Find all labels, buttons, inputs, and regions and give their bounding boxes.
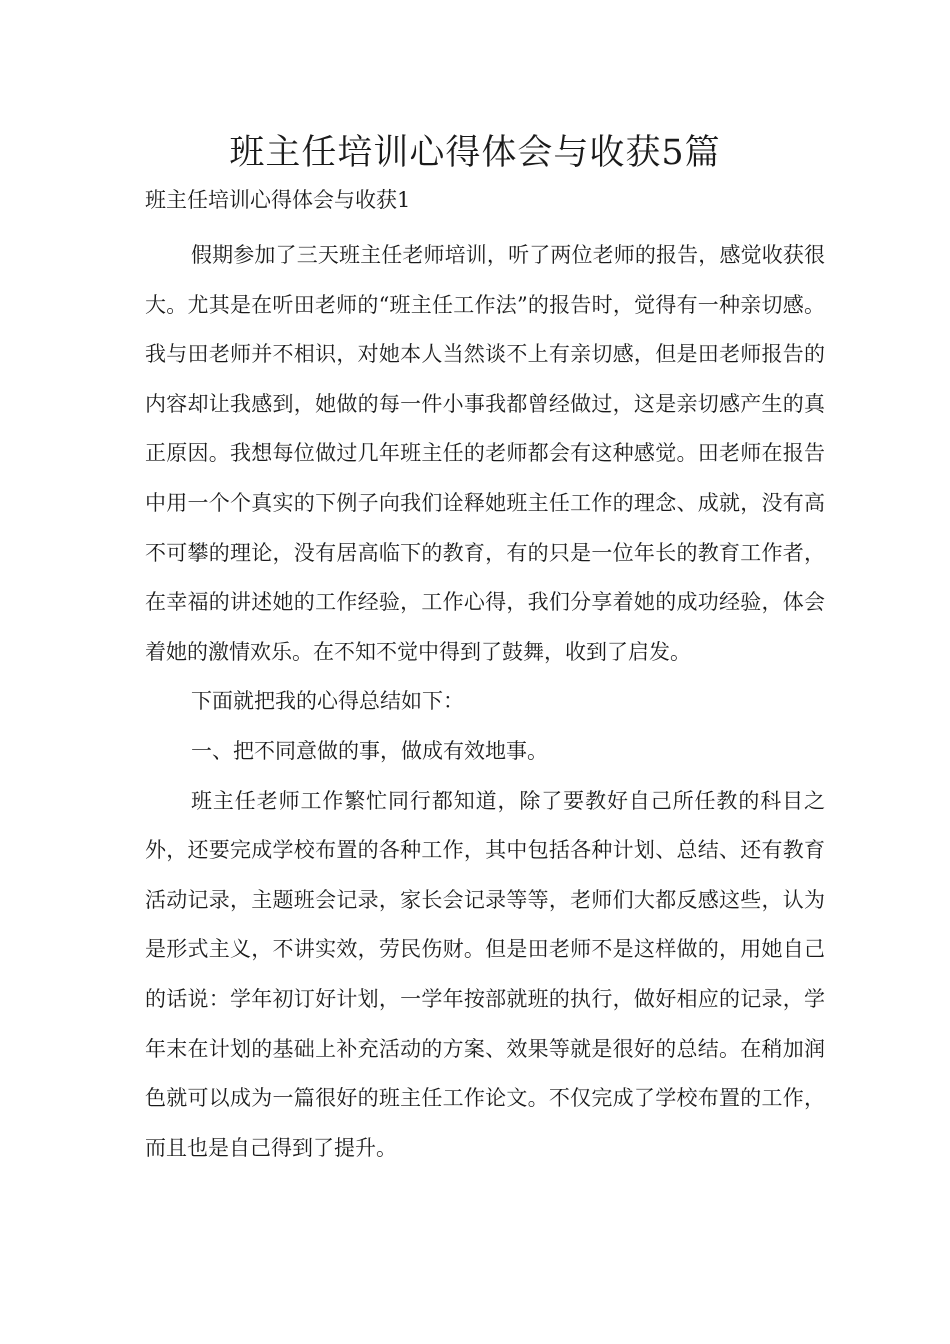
section-heading: 班主任培训心得体会与收获1: [145, 188, 411, 212]
paragraph-intro: 假期参加了三天班主任老师培训，听了两位老师的报告，感觉收获很大。尤其是在听田老师的“班主任工作法”的报告时，觉得有一种亲切感。我与田老师并不相识，对她本人当然谈不上有亲切感，但是田老师报告的内容却让我感到，她做的每一件小事我都曾经做过，这是亲切感产生的真正原因。我想每位做过几年班主任的老师都会有这种感觉。田老师在报告中用一个个真实的下例子向我们诠释她班主任工作的理念、成就，没有高不可攀的理论，没有居高临下的教育，有的只是一位年长的教育工作者，在幸福的讲述她的工作经验，工作心得，我们分享着她的成功经验，体会着她的激情欢乐。在不知不觉中得到了鼓舞，收到了启发。: [145, 243, 825, 664]
paragraph-point-one-body: 班主任老师工作繁忙同行都知道，除了要教好自己所任教的科目之外，还要完成学校布置的各种工作，其中包括各种计划、总结、还有教育活动记录，主题班会记录，家长会记录等等，老师们大都反感这些，认为是形式主义，不讲实效，劳民伤财。但是田老师不是这样做的，用她自己的话说：学年初订好计划，一学年按部就班的执行，做好相应的记录，学年末在计划的基础上补充活动的方案、效果等就是很好的总结。在稍加润色就可以成为一篇很好的班主任工作论文。不仅完成了学校布置的工作，而且也是自己得到了提升。: [145, 788, 825, 1160]
document-title: 班主任培训心得体会与收获5篇: [229, 133, 721, 173]
paragraph-summary-lead: 下面就把我的心得总结如下：: [191, 689, 464, 714]
document-body: [145, 231, 825, 1173]
paragraph-point-one-heading: 一、把不同意做的事，做成有效地事。: [191, 738, 548, 763]
